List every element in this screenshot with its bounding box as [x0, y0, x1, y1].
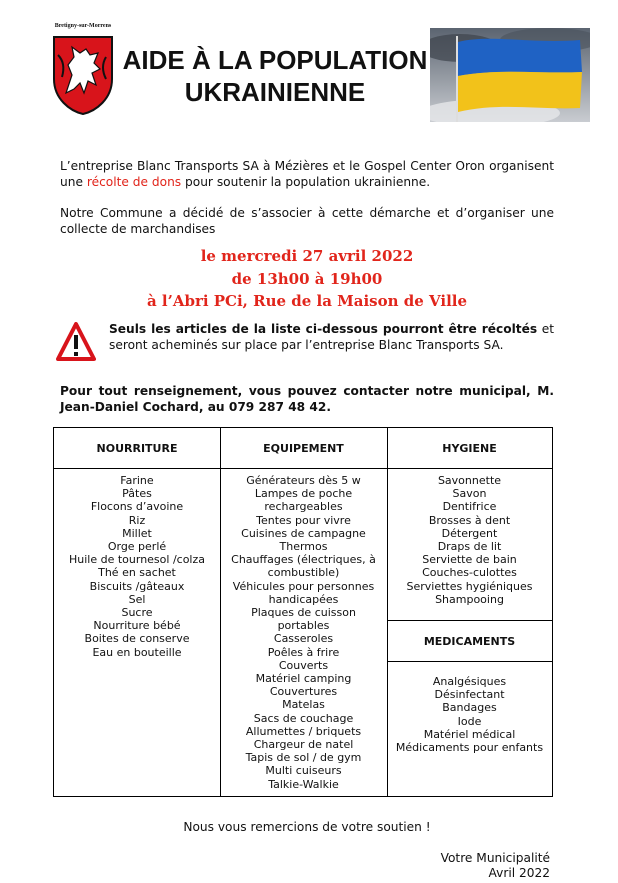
- list-item: Véhicules pour personnes: [232, 579, 375, 593]
- list-item: Casseroles: [273, 632, 334, 646]
- title-line-2: UKRAINIENNE: [184, 77, 366, 107]
- event-date: le mercredi 27 avril 2022: [200, 247, 414, 265]
- column-equipement: [220, 428, 388, 796]
- list-item: Serviettes hygiéniques: [406, 579, 533, 593]
- intro-text-after: pour soutenir la population ukrainienne.: [181, 175, 431, 189]
- list-item: Couverts: [278, 658, 329, 672]
- list-item: Flocons d’avoine: [90, 500, 184, 514]
- list-item: Couches-culottes: [422, 566, 517, 580]
- list-item: Chargeur de natel: [253, 738, 354, 752]
- list-item: Sacs de couchage: [253, 711, 354, 725]
- list-item: Boites de conserve: [84, 632, 190, 646]
- list-item: Poêles à frire: [267, 645, 340, 659]
- contact-info: Pour tout renseignement, vous pouvez contacter notre municipal, M. Jean-Daniel Cochard, au 079 287 48 42.: [60, 384, 554, 414]
- list-item: Nourriture bébé: [93, 619, 181, 633]
- list-item: Bandages: [442, 701, 497, 715]
- intro-paragraph-2: Notre Commune a décidé de s’associer à cette démarche et d’organiser une collecte de marchandises: [60, 206, 554, 236]
- list-item: Pâtes: [122, 487, 152, 501]
- list-item: Médicaments pour enfants: [395, 741, 544, 755]
- list-item: Tapis de sol / de gym: [245, 751, 362, 765]
- list-item: Sucre: [121, 606, 153, 620]
- list-item: Analgésiques: [432, 675, 507, 688]
- header-medicaments: MEDICAMENTS: [387, 620, 552, 662]
- list-item: Détergent: [441, 526, 498, 540]
- title-line-1: AIDE À LA POPULATION: [122, 45, 428, 75]
- list-item: Cuisines de campagne: [241, 526, 366, 540]
- list-item: Générateurs dès 5 w: [246, 474, 361, 487]
- list-item: Tentes pour vivre: [256, 513, 351, 527]
- warning-text: [109, 321, 554, 353]
- list-item: Talkie-Walkie: [268, 777, 339, 791]
- list-item: combustible): [267, 566, 340, 580]
- list-item: Serviette de bain: [422, 553, 517, 567]
- list-item: Savonnette: [437, 474, 502, 487]
- list-hygiene: [387, 474, 552, 606]
- intro-text-before: L’entreprise Blanc Transports SA à Mézières et le Gospel Center Oron organisent une: [60, 159, 554, 189]
- list-item: Chauffages (électriques, à: [231, 553, 376, 567]
- list-item: Matelas: [282, 698, 325, 712]
- list-item: Matériel médical: [423, 727, 516, 741]
- list-item: Multi cuiseurs: [265, 764, 342, 778]
- header-hygiene: HYGIENE: [387, 428, 552, 469]
- ukraine-flag-image: [430, 28, 590, 122]
- list-item: Millet: [122, 526, 152, 540]
- page-title: [122, 44, 428, 108]
- list-item: Iode: [457, 714, 482, 728]
- list-item: Biscuits /gâteaux: [89, 579, 185, 593]
- crest-caption: Bretigny-sur-Morrens: [54, 23, 112, 29]
- signature-line-2: Avril 2022: [488, 866, 550, 880]
- list-item: Eau en bouteille: [92, 645, 182, 659]
- column-hygiene-medicaments: [387, 428, 552, 796]
- list-nourriture: [54, 474, 220, 659]
- column-nourriture: [54, 428, 221, 796]
- list-item: Riz: [128, 513, 146, 527]
- list-medicaments: [387, 675, 552, 754]
- warning-rest: et seront acheminés sur place par l’entreprise Blanc Transports SA.: [109, 322, 554, 352]
- list-item: handicapées: [268, 592, 339, 606]
- thanks-message: Nous vous remercions de votre soutien !: [183, 820, 431, 834]
- list-item: Désinfectant: [434, 688, 505, 702]
- list-equipement: [220, 474, 387, 791]
- list-item: Huile de tournesol /colza: [68, 553, 206, 567]
- commune-crest-logo: [48, 23, 118, 115]
- list-item: portables: [277, 619, 330, 633]
- list-item: Matériel camping: [255, 672, 352, 686]
- list-item: Orge perlé: [107, 540, 167, 554]
- header-equipement: EQUIPEMENT: [220, 428, 387, 469]
- intro-highlight: récolte de dons: [86, 175, 182, 189]
- warning-icon: [56, 322, 96, 362]
- header-nourriture: NOURRITURE: [54, 428, 220, 469]
- list-item: Brosses à dent: [428, 513, 511, 527]
- list-item: Savon: [452, 487, 487, 501]
- list-item: rechargeables: [264, 500, 343, 514]
- warning-bold: Seuls les articles de la liste ci-dessous pourront être récoltés: [109, 322, 538, 336]
- list-item: Lampes de poche: [254, 487, 353, 501]
- list-item: Thé en sachet: [98, 566, 176, 580]
- signature-line-1: Votre Municipalité: [440, 851, 550, 865]
- list-item: Plaques de cuisson: [251, 606, 356, 620]
- list-item: Draps de lit: [437, 540, 502, 554]
- event-details: [60, 245, 554, 313]
- event-place: à l’Abri PCi, Rue de la Maison de Ville: [146, 292, 468, 310]
- list-item: Dentifrice: [442, 500, 497, 514]
- list-item: Thermos: [279, 540, 328, 554]
- list-item: Sel: [128, 592, 146, 606]
- list-item: Allumettes / briquets: [245, 724, 362, 738]
- list-item: Couvertures: [269, 685, 338, 699]
- donation-items-table: [53, 427, 553, 797]
- intro-paragraph-1: [60, 158, 554, 190]
- signature: [380, 851, 550, 881]
- coat-of-arms-icon: [52, 35, 114, 115]
- list-item: Farine: [120, 474, 154, 487]
- event-time: de 13h00 à 19h00: [231, 269, 383, 288]
- list-item: Shampooing: [435, 592, 504, 606]
